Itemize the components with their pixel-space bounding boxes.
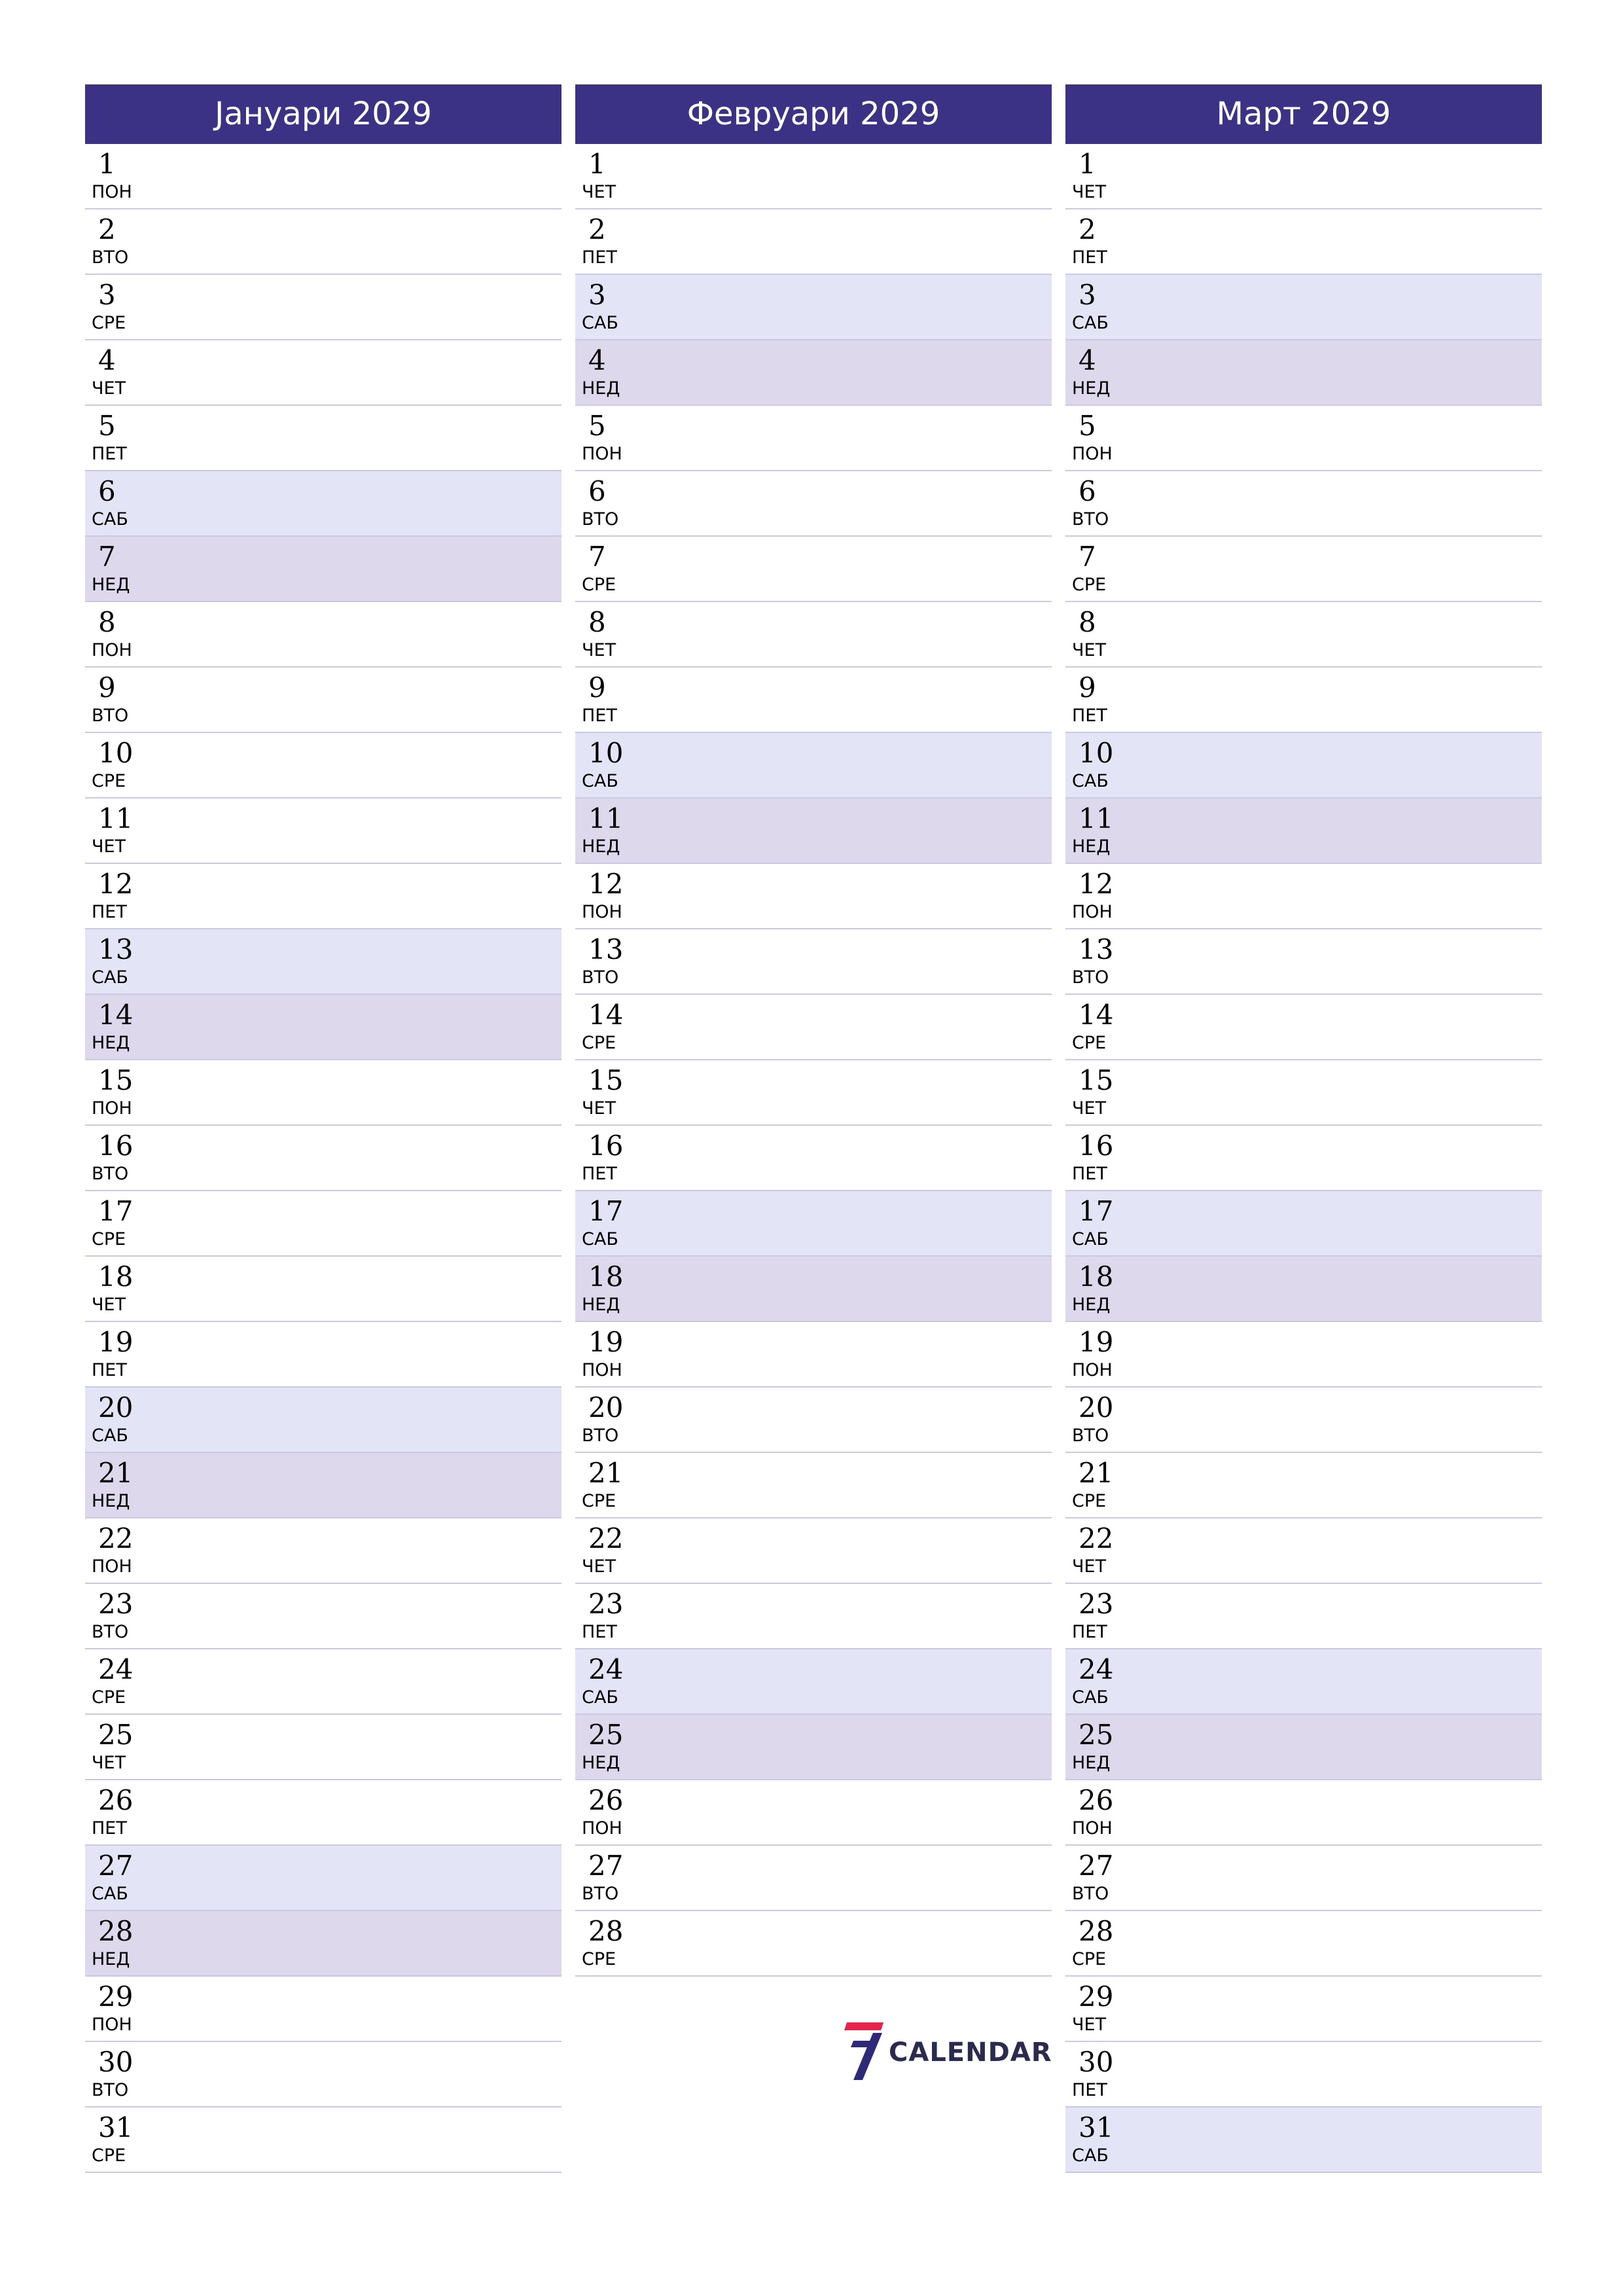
day-row <box>1065 1715 1542 1780</box>
day-row <box>1065 733 1542 798</box>
day-number: 1 <box>588 148 606 180</box>
day-number: 17 <box>98 1195 134 1227</box>
day-number: 24 <box>1079 1653 1114 1685</box>
day-number: 25 <box>98 1719 134 1751</box>
day-number: 9 <box>98 672 116 704</box>
weekday-label: САБ <box>92 509 128 529</box>
day-row <box>85 1846 562 1911</box>
day-number: 27 <box>98 1850 134 1882</box>
day-row <box>1065 1191 1542 1257</box>
weekday-label: ПОН <box>1072 1818 1113 1839</box>
day-row <box>575 1584 1052 1649</box>
weekday-label: НЕД <box>1072 1295 1111 1315</box>
day-number: 9 <box>1079 672 1096 704</box>
weekday-label: ЧЕТ <box>582 1556 616 1577</box>
day-row <box>575 1060 1052 1126</box>
day-row <box>85 1257 562 1322</box>
day-row <box>85 1518 562 1584</box>
day-row <box>85 537 562 602</box>
weekday-label: ПЕТ <box>92 1360 127 1380</box>
day-number: 12 <box>588 868 624 900</box>
day-row <box>1065 668 1542 733</box>
day-number: 6 <box>588 475 606 507</box>
weekday-label: САБ <box>582 313 618 333</box>
weekday-label: ПЕТ <box>92 902 127 922</box>
day-number: 29 <box>1079 1981 1114 2013</box>
day-row <box>575 733 1052 798</box>
weekday-label: ПЕТ <box>1072 706 1107 726</box>
day-number: 30 <box>98 2046 134 2078</box>
day-row <box>85 209 562 275</box>
day-number: 26 <box>98 1784 134 1816</box>
weekday-label: САБ <box>92 1426 128 1446</box>
day-number: 28 <box>588 1915 624 1947</box>
weekday-label: САБ <box>582 771 618 791</box>
day-row <box>1065 2042 1542 2108</box>
day-row <box>85 1191 562 1257</box>
day-row <box>1065 2108 1542 2173</box>
weekday-label: САБ <box>582 1229 618 1249</box>
weekday-label: ПЕТ <box>1072 247 1107 268</box>
day-number: 10 <box>98 737 134 769</box>
day-row <box>575 602 1052 668</box>
weekday-label: НЕД <box>1072 836 1111 857</box>
weekday-label: СРЕ <box>1072 1949 1107 1969</box>
day-number: 17 <box>588 1195 624 1227</box>
day-number: 10 <box>1079 737 1114 769</box>
weekday-label: НЕД <box>92 575 130 595</box>
day-number: 22 <box>588 1522 624 1554</box>
day-number: 4 <box>588 344 606 376</box>
day-number: 14 <box>588 999 624 1031</box>
weekday-label: ВТО <box>1072 967 1109 988</box>
day-number: 18 <box>1079 1261 1114 1293</box>
day-row <box>575 1518 1052 1584</box>
day-number: 31 <box>1079 2111 1114 2144</box>
day-row <box>85 864 562 929</box>
calendar-logo <box>844 2022 1054 2081</box>
weekday-label: ЧЕТ <box>92 836 126 857</box>
day-row <box>1065 471 1542 537</box>
day-number: 13 <box>588 933 624 965</box>
month-column-february <box>575 84 1052 1977</box>
day-number: 5 <box>588 410 606 442</box>
day-row <box>85 1649 562 1715</box>
day-row <box>1065 1911 1542 1977</box>
weekday-label: ВТО <box>1072 1884 1109 1904</box>
weekday-label: ВТО <box>92 2080 129 2100</box>
day-row <box>575 864 1052 929</box>
weekday-label: ПОН <box>92 2015 132 2035</box>
weekday-label: НЕД <box>92 1491 130 1511</box>
day-row <box>1065 537 1542 602</box>
weekday-label: НЕД <box>582 1295 620 1315</box>
day-row <box>575 471 1052 537</box>
day-number: 16 <box>588 1130 624 1162</box>
day-number: 15 <box>1079 1064 1114 1096</box>
day-number: 20 <box>98 1391 134 1424</box>
weekday-label: СРЕ <box>582 575 616 595</box>
day-number: 6 <box>98 475 116 507</box>
weekday-label: ПОН <box>92 1556 132 1577</box>
weekday-label: ВТО <box>92 1164 129 1184</box>
day-row <box>1065 1257 1542 1322</box>
day-row <box>575 1126 1052 1191</box>
day-row <box>575 1191 1052 1257</box>
weekday-label: ПЕТ <box>582 706 617 726</box>
day-number: 22 <box>1079 1522 1114 1554</box>
day-row <box>85 471 562 537</box>
weekday-label: СРЕ <box>92 1229 126 1249</box>
day-row <box>1065 1126 1542 1191</box>
day-row <box>85 1322 562 1388</box>
day-number: 19 <box>98 1326 134 1358</box>
day-row <box>1065 929 1542 995</box>
day-row <box>1065 1322 1542 1388</box>
day-row <box>1065 1388 1542 1453</box>
day-row <box>85 275 562 340</box>
month-column-january <box>85 84 562 2173</box>
weekday-label: САБ <box>1072 1229 1109 1249</box>
day-number: 19 <box>1079 1326 1114 1358</box>
day-row <box>85 733 562 798</box>
weekday-label: ВТО <box>92 706 129 726</box>
day-row <box>1065 275 1542 340</box>
day-number: 26 <box>1079 1784 1114 1816</box>
day-row <box>85 1126 562 1191</box>
weekday-label: НЕД <box>1072 378 1111 399</box>
day-number: 18 <box>98 1261 134 1293</box>
day-number: 19 <box>588 1326 624 1358</box>
day-row <box>1065 209 1542 275</box>
day-number: 31 <box>98 2111 134 2144</box>
day-number: 17 <box>1079 1195 1114 1227</box>
weekday-label: СРЕ <box>1072 1033 1107 1053</box>
day-number: 15 <box>98 1064 134 1096</box>
day-row <box>575 1715 1052 1780</box>
day-number: 12 <box>98 868 134 900</box>
day-number: 16 <box>98 1130 134 1162</box>
day-row <box>1065 406 1542 471</box>
day-number: 24 <box>588 1653 624 1685</box>
weekday-label: НЕД <box>582 836 620 857</box>
day-number: 13 <box>1079 933 1114 965</box>
weekday-label: ПЕТ <box>582 1164 617 1184</box>
day-number: 14 <box>98 999 134 1031</box>
month-title: Јануари 2029 <box>85 84 562 144</box>
weekday-label: САБ <box>92 1884 128 1904</box>
weekday-label: НЕД <box>582 1753 620 1773</box>
weekday-label: ПОН <box>1072 444 1113 464</box>
day-list <box>85 144 562 2173</box>
day-number: 27 <box>588 1850 624 1882</box>
weekday-label: ЧЕТ <box>1072 1098 1107 1119</box>
weekday-label: ЧЕТ <box>1072 1556 1107 1577</box>
weekday-label: ВТО <box>582 1426 619 1446</box>
day-row <box>575 537 1052 602</box>
day-row <box>575 668 1052 733</box>
day-number: 23 <box>98 1588 134 1620</box>
weekday-label: ВТО <box>92 247 129 268</box>
weekday-label: СРЕ <box>92 313 126 333</box>
day-row <box>85 1780 562 1846</box>
month-column-march <box>1065 84 1542 2173</box>
day-row <box>1065 1649 1542 1715</box>
weekday-label: САБ <box>1072 2145 1109 2166</box>
day-number: 12 <box>1079 868 1114 900</box>
day-row <box>1065 1584 1542 1649</box>
day-row <box>1065 1453 1542 1518</box>
weekday-label: САБ <box>582 1687 618 1708</box>
weekday-label: ВТО <box>1072 1426 1109 1446</box>
day-row <box>575 209 1052 275</box>
day-row <box>1065 1846 1542 1911</box>
weekday-label: ВТО <box>582 967 619 988</box>
weekday-label: ПЕТ <box>1072 1164 1107 1184</box>
day-row <box>85 340 562 406</box>
day-number: 7 <box>1079 541 1096 573</box>
weekday-label: ПОН <box>582 444 622 464</box>
weekday-label: ЧЕТ <box>582 1098 616 1119</box>
day-number: 27 <box>1079 1850 1114 1882</box>
day-row <box>575 275 1052 340</box>
weekday-label: СРЕ <box>92 1687 126 1708</box>
day-row <box>575 1911 1052 1977</box>
day-number: 18 <box>588 1261 624 1293</box>
day-number: 10 <box>588 737 624 769</box>
weekday-label: ЧЕТ <box>1072 640 1107 660</box>
weekday-label: САБ <box>1072 1687 1109 1708</box>
day-number: 21 <box>98 1457 134 1489</box>
day-row <box>85 995 562 1060</box>
weekday-label: НЕД <box>1072 1753 1111 1773</box>
day-number: 23 <box>1079 1588 1114 1620</box>
day-number: 28 <box>1079 1915 1114 1947</box>
day-row <box>85 1453 562 1518</box>
weekday-label: ВТО <box>1072 509 1109 529</box>
weekday-label: ПЕТ <box>92 1818 127 1839</box>
day-number: 8 <box>98 606 116 638</box>
day-number: 11 <box>98 802 134 834</box>
weekday-label: НЕД <box>582 378 620 399</box>
day-list <box>1065 144 1542 2173</box>
day-number: 25 <box>1079 1719 1114 1751</box>
day-number: 4 <box>98 344 116 376</box>
weekday-label: ВТО <box>92 1622 129 1642</box>
day-number: 14 <box>1079 999 1114 1031</box>
logo-text: CALENDAR <box>889 2037 1052 2068</box>
day-row <box>575 995 1052 1060</box>
weekday-label: ЧЕТ <box>1072 182 1107 202</box>
month-title: Февруари 2029 <box>575 84 1052 144</box>
day-row <box>575 406 1052 471</box>
day-row <box>85 406 562 471</box>
day-row <box>1065 798 1542 864</box>
weekday-label: САБ <box>1072 771 1109 791</box>
day-number: 29 <box>98 1981 134 2013</box>
weekday-label: ПЕТ <box>1072 2080 1107 2100</box>
day-list <box>575 144 1052 1977</box>
day-number: 11 <box>588 802 624 834</box>
weekday-label: ЧЕТ <box>1072 2015 1107 2035</box>
day-row <box>575 340 1052 406</box>
day-number: 23 <box>588 1588 624 1620</box>
day-number: 13 <box>98 933 134 965</box>
weekday-label: СРЕ <box>582 1491 616 1511</box>
day-number: 26 <box>588 1784 624 1816</box>
weekday-label: СРЕ <box>92 771 126 791</box>
weekday-label: ЧЕТ <box>582 640 616 660</box>
weekday-label: СРЕ <box>582 1033 616 1053</box>
weekday-label: ЧЕТ <box>92 1295 126 1315</box>
day-number: 7 <box>588 541 606 573</box>
day-row <box>575 144 1052 209</box>
day-row <box>85 1715 562 1780</box>
day-number: 6 <box>1079 475 1096 507</box>
day-row <box>1065 1060 1542 1126</box>
day-row <box>575 798 1052 864</box>
weekday-label: ПОН <box>1072 902 1113 922</box>
day-number: 8 <box>1079 606 1096 638</box>
day-row <box>85 1060 562 1126</box>
day-number: 3 <box>98 279 116 311</box>
weekday-label: СРЕ <box>1072 575 1107 595</box>
day-row <box>575 1846 1052 1911</box>
weekday-label: ПОН <box>1072 1360 1113 1380</box>
day-number: 8 <box>588 606 606 638</box>
weekday-label: ПОН <box>582 1360 622 1380</box>
day-row <box>85 798 562 864</box>
day-row <box>85 144 562 209</box>
day-row <box>575 1649 1052 1715</box>
day-number: 15 <box>588 1064 624 1096</box>
weekday-label: ЧЕТ <box>92 378 126 399</box>
weekday-label: СРЕ <box>582 1949 616 1969</box>
day-number: 20 <box>588 1391 624 1424</box>
weekday-label: СРЕ <box>1072 1491 1107 1511</box>
month-title: Март 2029 <box>1065 84 1542 144</box>
day-number: 3 <box>1079 279 1096 311</box>
day-number: 4 <box>1079 344 1096 376</box>
day-number: 11 <box>1079 802 1114 834</box>
weekday-label: ПЕТ <box>582 247 617 268</box>
day-row <box>575 1257 1052 1322</box>
day-number: 22 <box>98 1522 134 1554</box>
day-number: 16 <box>1079 1130 1114 1162</box>
weekday-label: НЕД <box>92 1033 130 1053</box>
weekday-label: ПЕТ <box>92 444 127 464</box>
day-number: 24 <box>98 1653 134 1685</box>
day-row <box>1065 864 1542 929</box>
weekday-label: ВТО <box>582 509 619 529</box>
day-number: 21 <box>1079 1457 1114 1489</box>
day-row <box>85 2108 562 2173</box>
day-row <box>575 1322 1052 1388</box>
day-number: 20 <box>1079 1391 1114 1424</box>
weekday-label: ПОН <box>92 182 132 202</box>
day-number: 3 <box>588 279 606 311</box>
day-row <box>1065 1518 1542 1584</box>
day-number: 1 <box>98 148 116 180</box>
weekday-label: ЧЕТ <box>92 1753 126 1773</box>
day-row <box>85 668 562 733</box>
weekday-label: НЕД <box>92 1949 130 1969</box>
day-row <box>1065 1780 1542 1846</box>
day-number: 2 <box>588 213 606 245</box>
day-number: 25 <box>588 1719 624 1751</box>
day-number: 2 <box>1079 213 1096 245</box>
day-row <box>1065 1977 1542 2042</box>
weekday-label: ПОН <box>582 902 622 922</box>
weekday-label: ПЕТ <box>1072 1622 1107 1642</box>
weekday-label: ПОН <box>92 640 132 660</box>
weekday-label: ПОН <box>582 1818 622 1839</box>
day-row <box>85 929 562 995</box>
weekday-label: ПЕТ <box>582 1622 617 1642</box>
day-number: 21 <box>588 1457 624 1489</box>
weekday-label: САБ <box>1072 313 1109 333</box>
day-number: 28 <box>98 1915 134 1947</box>
day-row <box>85 1911 562 1977</box>
weekday-label: ПОН <box>92 1098 132 1119</box>
day-row <box>85 602 562 668</box>
day-row <box>1065 144 1542 209</box>
day-row <box>85 1584 562 1649</box>
weekday-label: ЧЕТ <box>582 182 616 202</box>
day-number: 5 <box>98 410 116 442</box>
day-row <box>1065 995 1542 1060</box>
day-number: 5 <box>1079 410 1096 442</box>
weekday-label: САБ <box>92 967 128 988</box>
day-number: 2 <box>98 213 116 245</box>
day-number: 7 <box>98 541 116 573</box>
day-row <box>575 1388 1052 1453</box>
weekday-label: ВТО <box>582 1884 619 1904</box>
day-row <box>85 2042 562 2108</box>
day-row <box>1065 340 1542 406</box>
day-number: 9 <box>588 672 606 704</box>
seven-icon <box>844 2022 885 2081</box>
day-row <box>1065 602 1542 668</box>
day-number: 30 <box>1079 2046 1114 2078</box>
day-row <box>85 1977 562 2042</box>
day-row <box>575 1453 1052 1518</box>
day-row <box>85 1388 562 1453</box>
day-row <box>575 929 1052 995</box>
weekday-label: СРЕ <box>92 2145 126 2166</box>
day-number: 1 <box>1079 148 1096 180</box>
day-row <box>575 1780 1052 1846</box>
